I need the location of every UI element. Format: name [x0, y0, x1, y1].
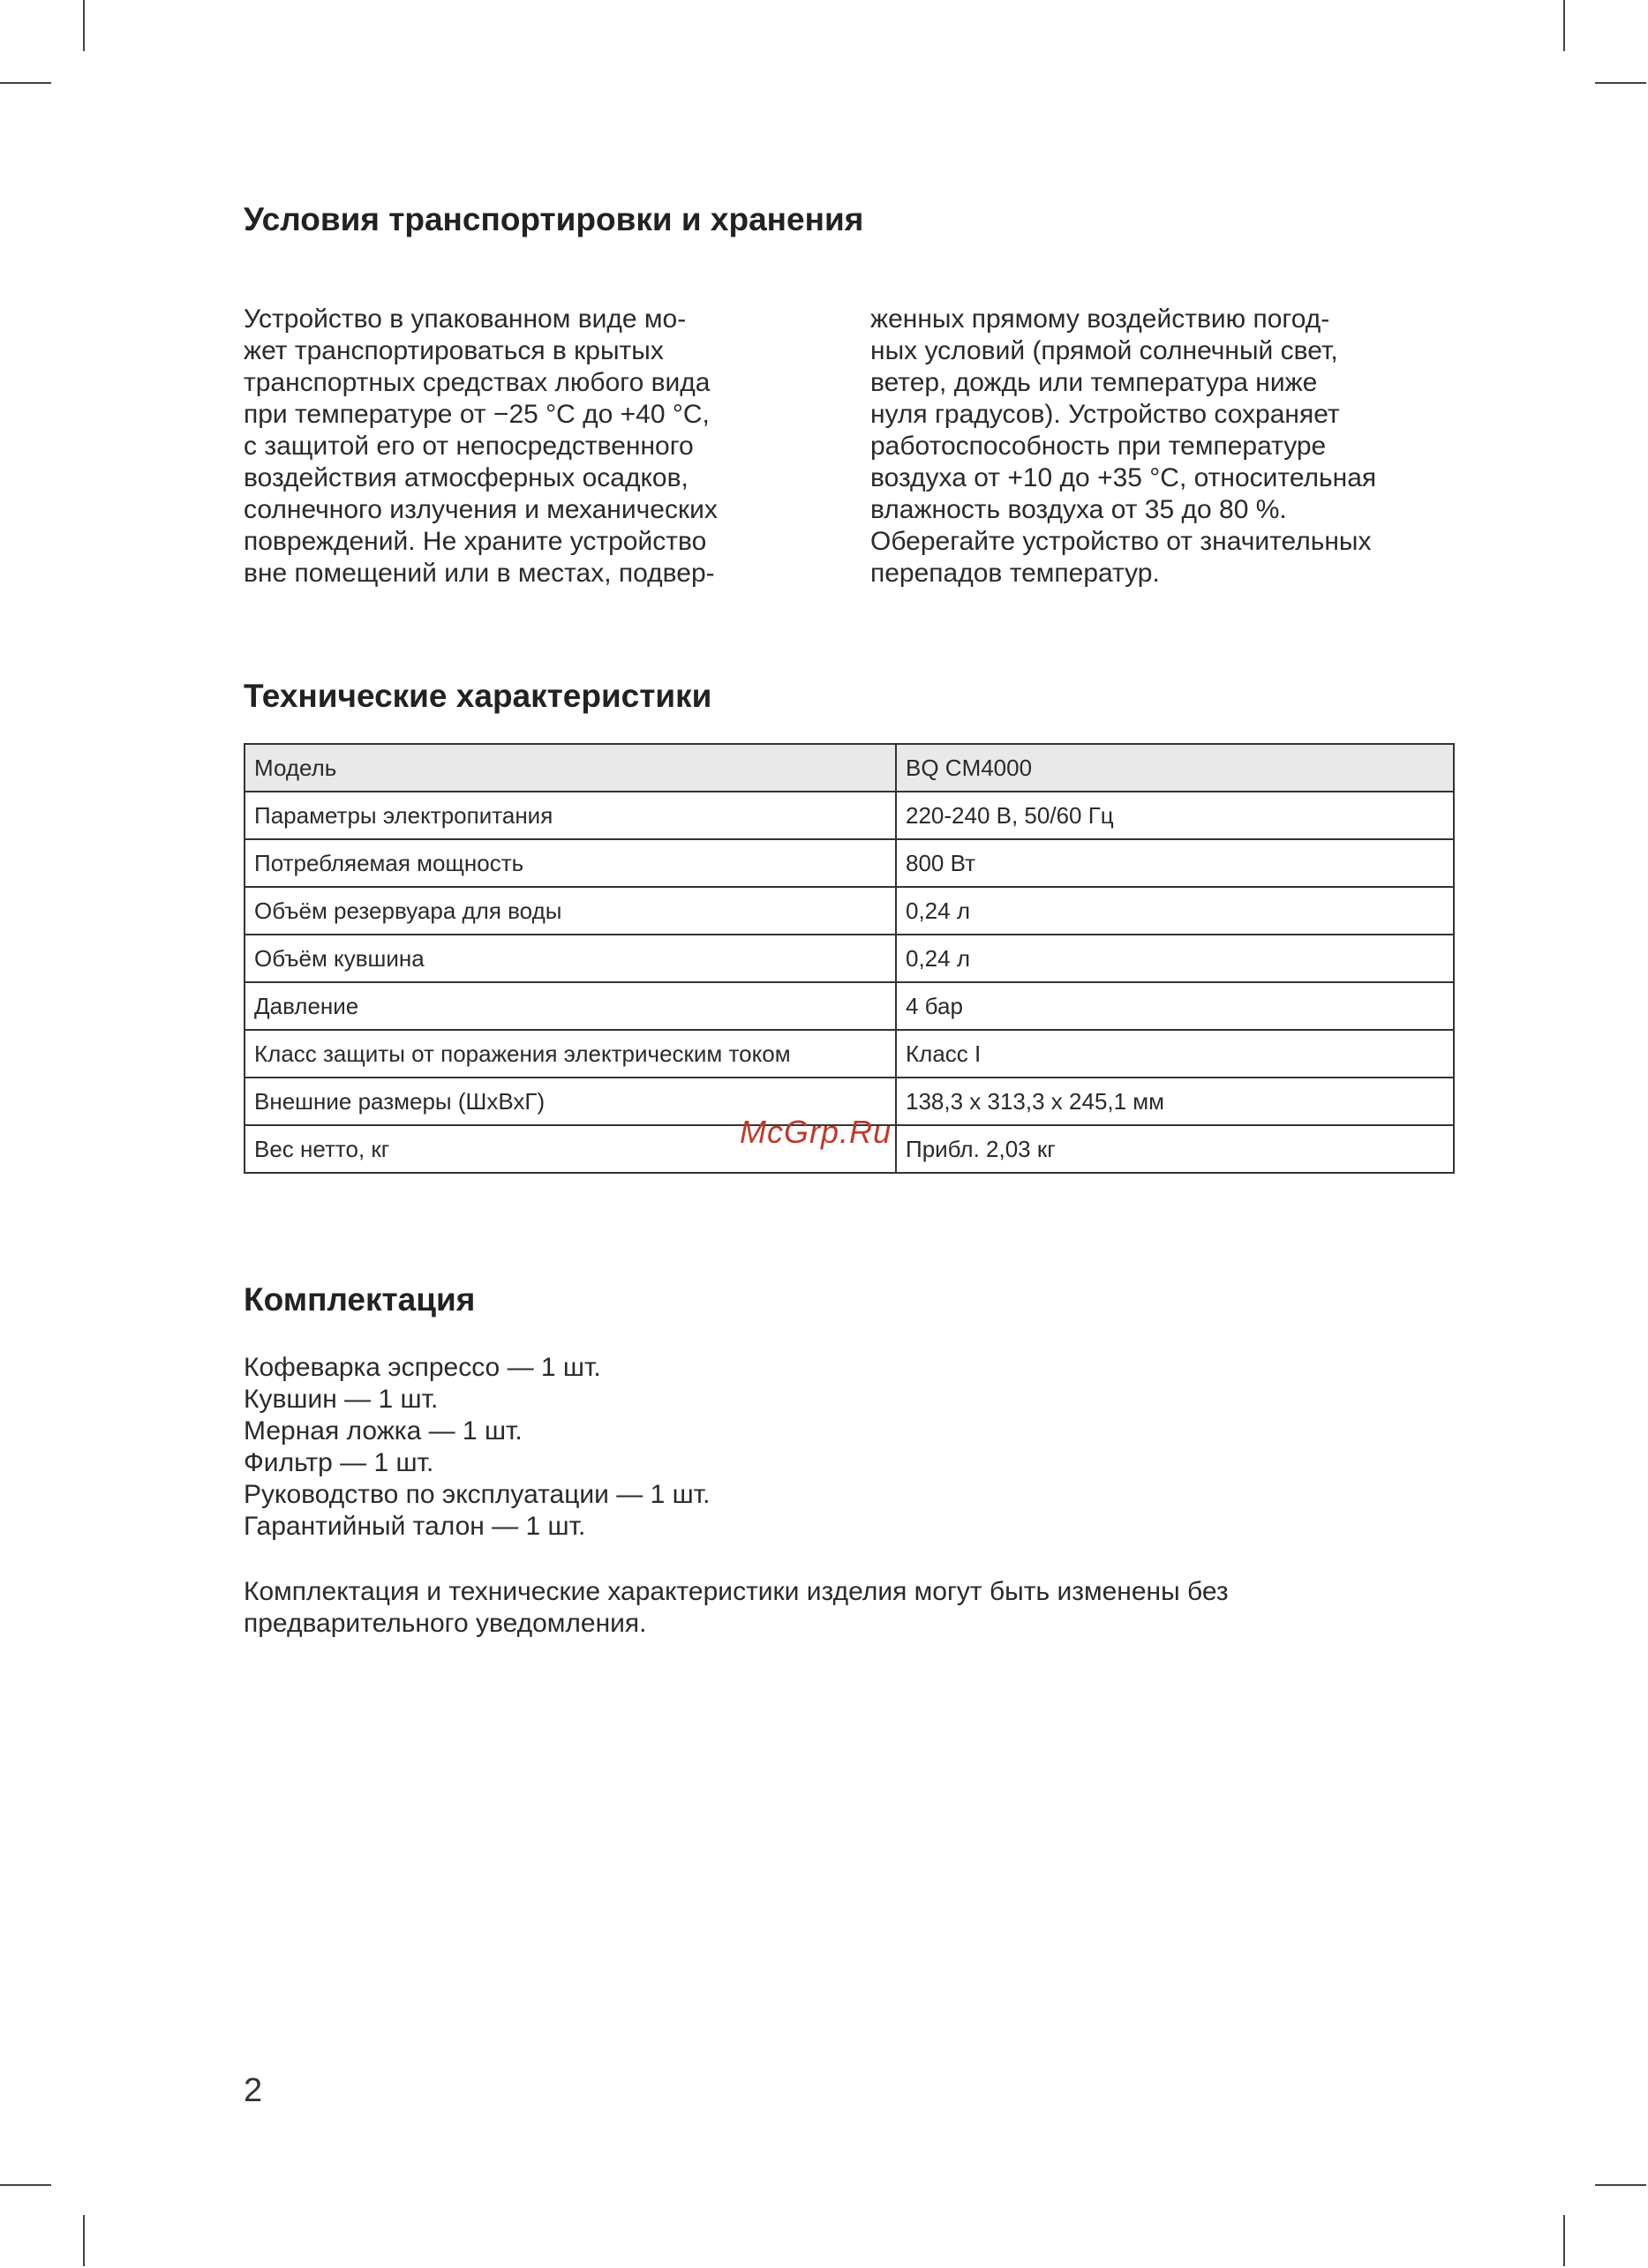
table-row	[245, 935, 1454, 982]
spec-label: Вес нетто, кг	[245, 1125, 896, 1173]
transport-line: при температуре от −25 °C до +40 °C,	[244, 400, 710, 429]
crop-mark-top-left-vertical	[83, 0, 85, 51]
spec-value: Прибл. 2,03 кг	[896, 1125, 1454, 1173]
list-item: Кувшин — 1 шт.	[244, 1385, 439, 1414]
spec-value: 0,24 л	[896, 935, 1454, 982]
list-item: Фильтр — 1 шт.	[244, 1448, 434, 1477]
transport-line: с защитой его от непосредственного	[244, 432, 694, 461]
transport-line: перепадов температур.	[870, 559, 1160, 588]
page-number: 2	[244, 2072, 263, 2109]
specs-table	[244, 743, 1455, 1174]
crop-mark-top-right-vertical	[1563, 0, 1565, 51]
transport-line: работоспособность при температуре	[870, 432, 1327, 461]
transport-line: транспортных средствах любого вида	[244, 368, 711, 397]
crop-mark-top-left-horizontal	[0, 82, 51, 84]
transport-line: Устройство в упакованном виде мо-	[244, 304, 687, 334]
table-row	[245, 887, 1454, 935]
table-row	[245, 982, 1454, 1030]
transport-line: Оберегайте устройство от значительных	[870, 527, 1372, 556]
spec-value: 138,3 x 313,3 x 245,1 мм	[896, 1078, 1454, 1125]
transport-line: воздуха от +10 до +35 °C, относительная	[870, 463, 1377, 492]
spec-label: Модель	[245, 744, 896, 792]
spec-value: 4 бар	[896, 982, 1454, 1030]
spec-value: 800 Вт	[896, 839, 1454, 887]
spec-value: 220-240 В, 50/60 Гц	[896, 792, 1454, 839]
transport-line: нуля градусов). Устройство сохраняет	[870, 400, 1340, 429]
spec-label: Давление	[245, 982, 896, 1030]
list-item: Кофеварка эспрессо — 1 шт.	[244, 1353, 601, 1382]
list-item: Руководство по эксплуатации — 1 шт.	[244, 1480, 711, 1509]
contents-section-title: Комплектация	[244, 1281, 476, 1318]
crop-mark-bottom-left-horizontal	[0, 2184, 51, 2186]
spec-value: BQ CM4000	[896, 744, 1454, 792]
table-row	[245, 792, 1454, 839]
spec-label: Объём резервуара для воды	[245, 887, 896, 935]
list-item: Мерная ложка — 1 шт.	[244, 1416, 523, 1446]
transport-line: ных условий (прямой солнечный свет,	[870, 336, 1338, 365]
transport-line: ветер, дождь или температура ниже	[870, 368, 1318, 397]
contents-note	[244, 1576, 1462, 1640]
transport-line: влажность воздуха от 35 до 80 %.	[870, 495, 1287, 524]
transport-line: солнечного излучения и механических	[244, 495, 718, 524]
crop-mark-top-right-horizontal	[1595, 82, 1646, 84]
transport-section-title: Условия транспортировки и хранения	[244, 201, 864, 237]
spec-label: Параметры электропитания	[245, 792, 896, 839]
specs-section-title: Технические характеристики	[244, 678, 712, 714]
transport-text-column-2	[870, 304, 1435, 590]
crop-mark-bottom-left-vertical	[83, 2215, 85, 2266]
contents-list	[244, 1352, 710, 1543]
crop-mark-bottom-right-horizontal	[1595, 2184, 1646, 2186]
spec-label: Объём кувшина	[245, 935, 896, 982]
transport-line: женных прямому воздействию погод-	[870, 304, 1330, 334]
transport-line: вне помещений или в местах, подвер-	[244, 559, 715, 588]
spec-label: Класс защиты от поражения электрическим током	[245, 1030, 896, 1078]
transport-text-column-1	[244, 304, 809, 590]
spec-value: 0,24 л	[896, 887, 1454, 935]
specs-header-row	[245, 744, 1454, 792]
transport-line: воздействия атмосферных осадков,	[244, 463, 689, 492]
transport-line: повреждений. Не храните устройство	[244, 527, 707, 556]
spec-label: Потребляемая мощность	[245, 839, 896, 887]
table-row	[245, 839, 1454, 887]
crop-mark-bottom-right-vertical	[1563, 2215, 1565, 2266]
spec-value: Класс I	[896, 1030, 1454, 1078]
note-line: предварительного уведомления.	[244, 1609, 647, 1638]
spec-label: Внешние размеры (ШхВхГ)	[245, 1078, 896, 1125]
note-line: Комплектация и технические характеристики изделия могут быть изменены без	[244, 1577, 1229, 1606]
transport-line: жет транспортироваться в крытых	[244, 336, 664, 365]
list-item: Гарантийный талон — 1 шт.	[244, 1512, 586, 1541]
table-row	[245, 1030, 1454, 1078]
watermark: McGrp.Ru	[740, 1114, 892, 1150]
